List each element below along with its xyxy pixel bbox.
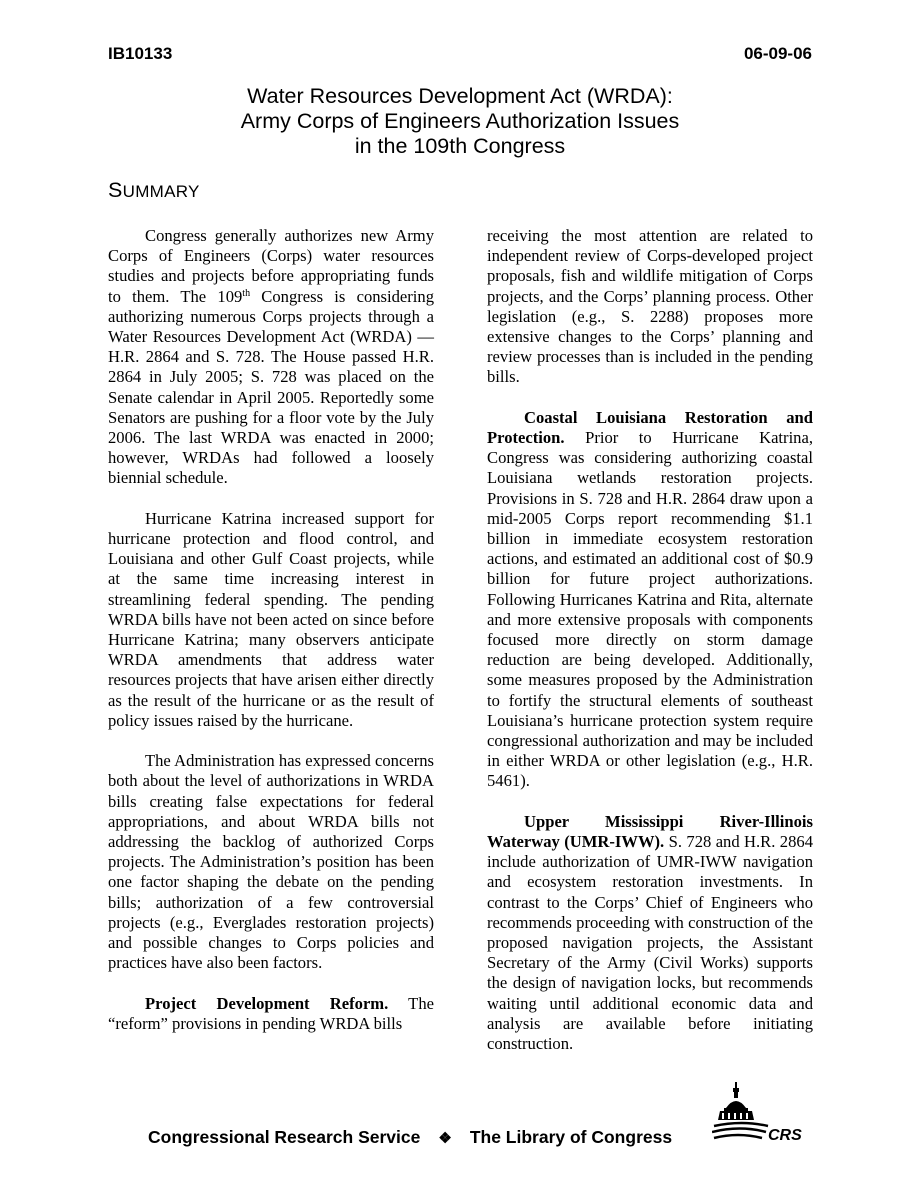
paragraph-intro-b: Congress is considering authorizing numerous Corps projects through a Water Resources Development Act (WRDA) — H.R. 2864 and S. 728. The House passed H.R. 2864 in July 2005; S. 728 was placed on the Senate calendar in April 2005. Reportedly some Senators are pushing for a floor vote by the July 2006. The last WRDA was enacted in 2000; however, WRDAs had followed a loosely biennial schedule. [108, 286, 434, 488]
title-line-1: Water Resources Development Act (WRDA): [247, 84, 673, 108]
title-line-2: Army Corps of Engineers Authorization Issues [240, 109, 680, 133]
page-footer [148, 1127, 672, 1148]
umr-iww-text: S. 728 and H.R. 2864 include authorization of UMR-IWW navigation and ecosystem restoration investments. In contrast to the Corps’ Chief of Engineers who recommends proceeding with construction of the proposed navigation projects, the Assistant Secretary of the Army (Civil Works) supports the design of navigation locks, but recommends waiting until additional economic data and analysis are available before initiating construction. [487, 832, 813, 1054]
report-date: 06-09-06 [743, 44, 812, 63]
footer-separator: ❖ [438, 1130, 452, 1147]
crs-logo-text: CRS [768, 1127, 802, 1144]
title-line-3: in the 109th Congress [354, 134, 566, 158]
project-reform-text: The “reform” provisions in pending WRDA bills [108, 993, 434, 1033]
umr-iww-heading: Upper Mississippi River-Illinois Waterway (UMR-IWW). [487, 811, 813, 852]
right-column [487, 226, 813, 1074]
left-column [108, 226, 434, 1054]
coastal-louisiana-heading: Coastal Louisiana Restoration and Protection. [487, 407, 813, 448]
capitol-dome-icon [712, 1080, 808, 1150]
report-id: IB10133 [108, 44, 173, 63]
paragraph-katrina: Hurricane Katrina increased support for hurricane protection and flood control, and Louisiana and other Gulf Coast projects, while at the same time increasing interest in streamlining federal spending. The pending WRDA bills have not been acted on since before Hurricane Katrina; many observers anticipate WRDA amendments that address water resources projects that have arisen either directly as the result of the hurricane or as the result of policy issues raised by the hurricane. [108, 508, 434, 730]
project-reform-heading: Project Development Reform. [145, 993, 389, 1013]
coastal-louisiana-text: Prior to Hurricane Katrina, Congress was considering authorizing coastal Louisiana wetlands restoration projects. Provisions in S. 728 and H.R. 2864 draw upon a mid-2005 Corps report recommending $1.1 billion in immediate ecosystem restoration actions, and estimated an additional cost of $0.9 billion for future project authorizations. Following Hurricanes Katrina and Rita, alternate and more extensive proposals with components focused more directly on storm damage reduction are being developed. Additionally, some measures proposed by the Administration to fortify the structural elements of southeast Louisiana’s hurricane protection system require congressional authorization and may be included in either WRDA or other legislation (e.g., H.R. 5461). [487, 428, 813, 791]
paragraph-project-reform [108, 994, 434, 1034]
paragraph-umr-iww [487, 812, 813, 1054]
paragraph-intro-a: Congress generally authorizes new Army Corps of Engineers (Corps) water resources studies and projects before appropriating funds to them. The 109 [108, 226, 434, 306]
footer-library-name: The Library of Congress [469, 1127, 673, 1147]
summary-heading [108, 178, 200, 203]
paragraph-reform-continued: receiving the most attention are related to independent review of Corps-developed project proposals, fish and wildlife mitigation of Corps projects, and the Corps’ planning process. Other legislation (e.g., S. 2288) proposes more extensive changes to the Corps’ planning and review processes than is included in the pending bills. [487, 226, 813, 387]
summary-heading-cap: S [108, 178, 123, 202]
document-title [108, 84, 812, 159]
summary-heading-rest: UMMARY [122, 182, 200, 201]
paragraph-coastal-louisiana [487, 408, 813, 792]
paragraph-intro [108, 226, 434, 489]
footer-crs-name: Congressional Research Service [148, 1127, 421, 1147]
paragraph-administration: The Administration has expressed concerns both about the level of authorizations in WRDA bills creating false expectations for federal appropriations, and about WRDA bills not addressing the backlog of authorized Corps projects. The Administration’s position has been one factor shaping the debate on the pending bills; authorization of a few controversial projects (e.g., Everglades restoration projects) and possible changes to Corps policies and practices have also been factors. [108, 751, 434, 973]
superscript-th: th [242, 287, 251, 299]
